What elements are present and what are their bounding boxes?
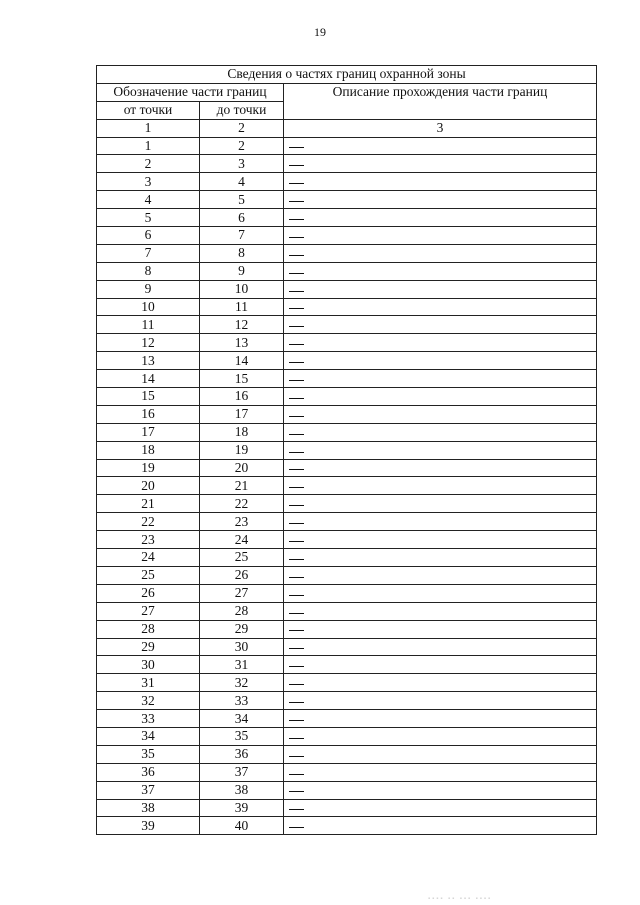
to-point-cell: 24 [200,531,284,549]
to-point-cell: 15 [200,370,284,388]
table-title-row [97,66,597,84]
table-row [97,423,597,441]
table-row [97,745,597,763]
to-point-cell: 22 [200,495,284,513]
to-point-cell: 17 [200,405,284,423]
description-dash [289,630,304,631]
description-dash [289,219,304,220]
from-point-cell: 24 [97,549,200,567]
from-point-cell: 6 [97,227,200,245]
description-dash [289,720,304,721]
to-point-cell: 18 [200,423,284,441]
description-cell [284,692,597,710]
to-point-cell: 13 [200,334,284,352]
to-point-cell: 10 [200,280,284,298]
from-point-cell: 20 [97,477,200,495]
description-cell [284,244,597,262]
table-row [97,763,597,781]
faint-footer-mark: ▪▪▪▪ ▪▪ ▪▪▪ ▪▪▪▪ [428,896,493,902]
to-point-cell: 35 [200,727,284,745]
to-point-cell: 34 [200,710,284,728]
to-point-cell: 7 [200,227,284,245]
table-row [97,710,597,728]
to-point-cell: 27 [200,584,284,602]
description-cell [284,674,597,692]
description-dash [289,434,304,435]
description-cell [284,459,597,477]
table-row [97,566,597,584]
from-point-cell: 22 [97,513,200,531]
table-row [97,817,597,835]
description-dash [289,684,304,685]
description-header: Описание прохождения части границ [284,83,597,119]
from-point-cell: 36 [97,763,200,781]
to-point-cell: 36 [200,745,284,763]
table-row [97,781,597,799]
table-group-header-row [97,83,597,101]
description-cell [284,334,597,352]
description-cell [284,441,597,459]
from-point-cell: 15 [97,388,200,406]
from-point-cell: 13 [97,352,200,370]
to-point-cell: 14 [200,352,284,370]
description-cell [284,227,597,245]
to-point-cell: 19 [200,441,284,459]
description-dash [289,648,304,649]
table-row [97,370,597,388]
table-row [97,477,597,495]
description-dash [289,738,304,739]
to-point-cell: 39 [200,799,284,817]
description-dash [289,774,304,775]
to-point-cell: 28 [200,602,284,620]
page-number: 19 [314,25,326,39]
table-row [97,459,597,477]
description-cell [284,799,597,817]
description-cell [284,763,597,781]
table-row [97,262,597,280]
from-point-cell: 17 [97,423,200,441]
description-cell [284,495,597,513]
description-dash [289,291,304,292]
from-point-cell: 12 [97,334,200,352]
table-row [97,638,597,656]
from-point-cell: 27 [97,602,200,620]
from-point-cell: 39 [97,817,200,835]
from-point-cell: 1 [97,137,200,155]
to-point-cell: 21 [200,477,284,495]
from-point-cell: 3 [97,173,200,191]
to-point-cell: 37 [200,763,284,781]
table-row [97,388,597,406]
table-row [97,227,597,245]
table-row [97,584,597,602]
description-dash [289,523,304,524]
description-cell [284,191,597,209]
from-point-cell: 8 [97,262,200,280]
column-number-1: 1 [97,119,200,137]
description-dash [289,273,304,274]
from-point-cell: 25 [97,566,200,584]
to-point-cell: 29 [200,620,284,638]
description-cell [284,531,597,549]
to-point-cell: 9 [200,262,284,280]
from-point-cell: 11 [97,316,200,334]
to-point-cell: 11 [200,298,284,316]
from-point-cell: 23 [97,531,200,549]
table-row [97,799,597,817]
table-row [97,495,597,513]
from-point-cell: 38 [97,799,200,817]
from-point-cell: 29 [97,638,200,656]
to-point-cell: 32 [200,674,284,692]
description-dash [289,201,304,202]
table-row [97,191,597,209]
description-dash [289,380,304,381]
description-cell [284,513,597,531]
description-cell [284,262,597,280]
to-point-cell: 40 [200,817,284,835]
column-number-2: 2 [200,119,284,137]
description-dash [289,702,304,703]
description-cell [284,316,597,334]
description-dash [289,308,304,309]
to-point-cell: 12 [200,316,284,334]
table-row [97,352,597,370]
description-dash [289,595,304,596]
table-row [97,155,597,173]
description-dash [289,487,304,488]
description-cell [284,602,597,620]
from-point-cell: 28 [97,620,200,638]
from-point-cell: 34 [97,727,200,745]
description-dash [289,791,304,792]
column-number-3: 3 [284,119,597,137]
from-point-header: от точки [97,101,200,119]
table-row [97,513,597,531]
to-point-cell: 30 [200,638,284,656]
description-dash [289,344,304,345]
table-row [97,441,597,459]
from-point-cell: 2 [97,155,200,173]
description-dash [289,559,304,560]
description-cell [284,656,597,674]
table-row [97,405,597,423]
table-row [97,620,597,638]
description-dash [289,398,304,399]
description-dash [289,165,304,166]
from-point-cell: 31 [97,674,200,692]
description-dash [289,326,304,327]
description-cell [284,155,597,173]
to-point-cell: 26 [200,566,284,584]
description-cell [284,280,597,298]
from-point-cell: 14 [97,370,200,388]
to-point-cell: 5 [200,191,284,209]
table-row [97,549,597,567]
to-point-cell: 23 [200,513,284,531]
from-point-cell: 35 [97,745,200,763]
description-cell [284,781,597,799]
description-cell [284,423,597,441]
description-dash [289,469,304,470]
from-point-cell: 4 [97,191,200,209]
description-dash [289,541,304,542]
description-cell [284,352,597,370]
description-dash [289,827,304,828]
table-body [97,137,597,835]
to-point-cell: 8 [200,244,284,262]
table-row [97,298,597,316]
to-point-cell: 6 [200,209,284,227]
description-cell [284,477,597,495]
description-dash [289,505,304,506]
table-row [97,727,597,745]
from-point-cell: 10 [97,298,200,316]
description-cell [284,727,597,745]
to-point-header: до точки [200,101,284,119]
description-dash [289,237,304,238]
description-dash [289,809,304,810]
to-point-cell: 2 [200,137,284,155]
table-row [97,531,597,549]
description-cell [284,620,597,638]
description-cell [284,209,597,227]
description-cell [284,173,597,191]
from-point-cell: 21 [97,495,200,513]
table-row [97,209,597,227]
boundary-part-designation-header: Обозначение части границ [97,83,284,101]
from-point-cell: 32 [97,692,200,710]
boundary-parts-table [96,65,597,835]
to-point-cell: 38 [200,781,284,799]
from-point-cell: 33 [97,710,200,728]
description-cell [284,298,597,316]
to-point-cell: 25 [200,549,284,567]
description-cell [284,549,597,567]
to-point-cell: 31 [200,656,284,674]
from-point-cell: 30 [97,656,200,674]
description-cell [284,745,597,763]
to-point-cell: 4 [200,173,284,191]
description-cell [284,137,597,155]
to-point-cell: 16 [200,388,284,406]
table-title: Сведения о частях границ охранной зоны [97,66,597,84]
table-row [97,692,597,710]
description-dash [289,362,304,363]
from-point-cell: 19 [97,459,200,477]
description-cell [284,388,597,406]
description-cell [284,710,597,728]
description-dash [289,756,304,757]
from-point-cell: 5 [97,209,200,227]
from-point-cell: 26 [97,584,200,602]
description-dash [289,147,304,148]
from-point-cell: 16 [97,405,200,423]
description-cell [284,370,597,388]
from-point-cell: 37 [97,781,200,799]
table-row [97,280,597,298]
description-cell [284,566,597,584]
description-dash [289,613,304,614]
to-point-cell: 33 [200,692,284,710]
description-dash [289,577,304,578]
table-row [97,602,597,620]
table-row [97,674,597,692]
description-cell [284,817,597,835]
column-numbers-row [97,119,597,137]
table-row [97,656,597,674]
table-row [97,173,597,191]
description-dash [289,666,304,667]
description-dash [289,255,304,256]
table-row [97,334,597,352]
table-row [97,137,597,155]
table-row [97,316,597,334]
description-cell [284,405,597,423]
from-point-cell: 7 [97,244,200,262]
description-cell [284,584,597,602]
description-dash [289,183,304,184]
to-point-cell: 3 [200,155,284,173]
description-cell [284,638,597,656]
description-dash [289,452,304,453]
from-point-cell: 18 [97,441,200,459]
from-point-cell: 9 [97,280,200,298]
to-point-cell: 20 [200,459,284,477]
description-dash [289,416,304,417]
table-row [97,244,597,262]
